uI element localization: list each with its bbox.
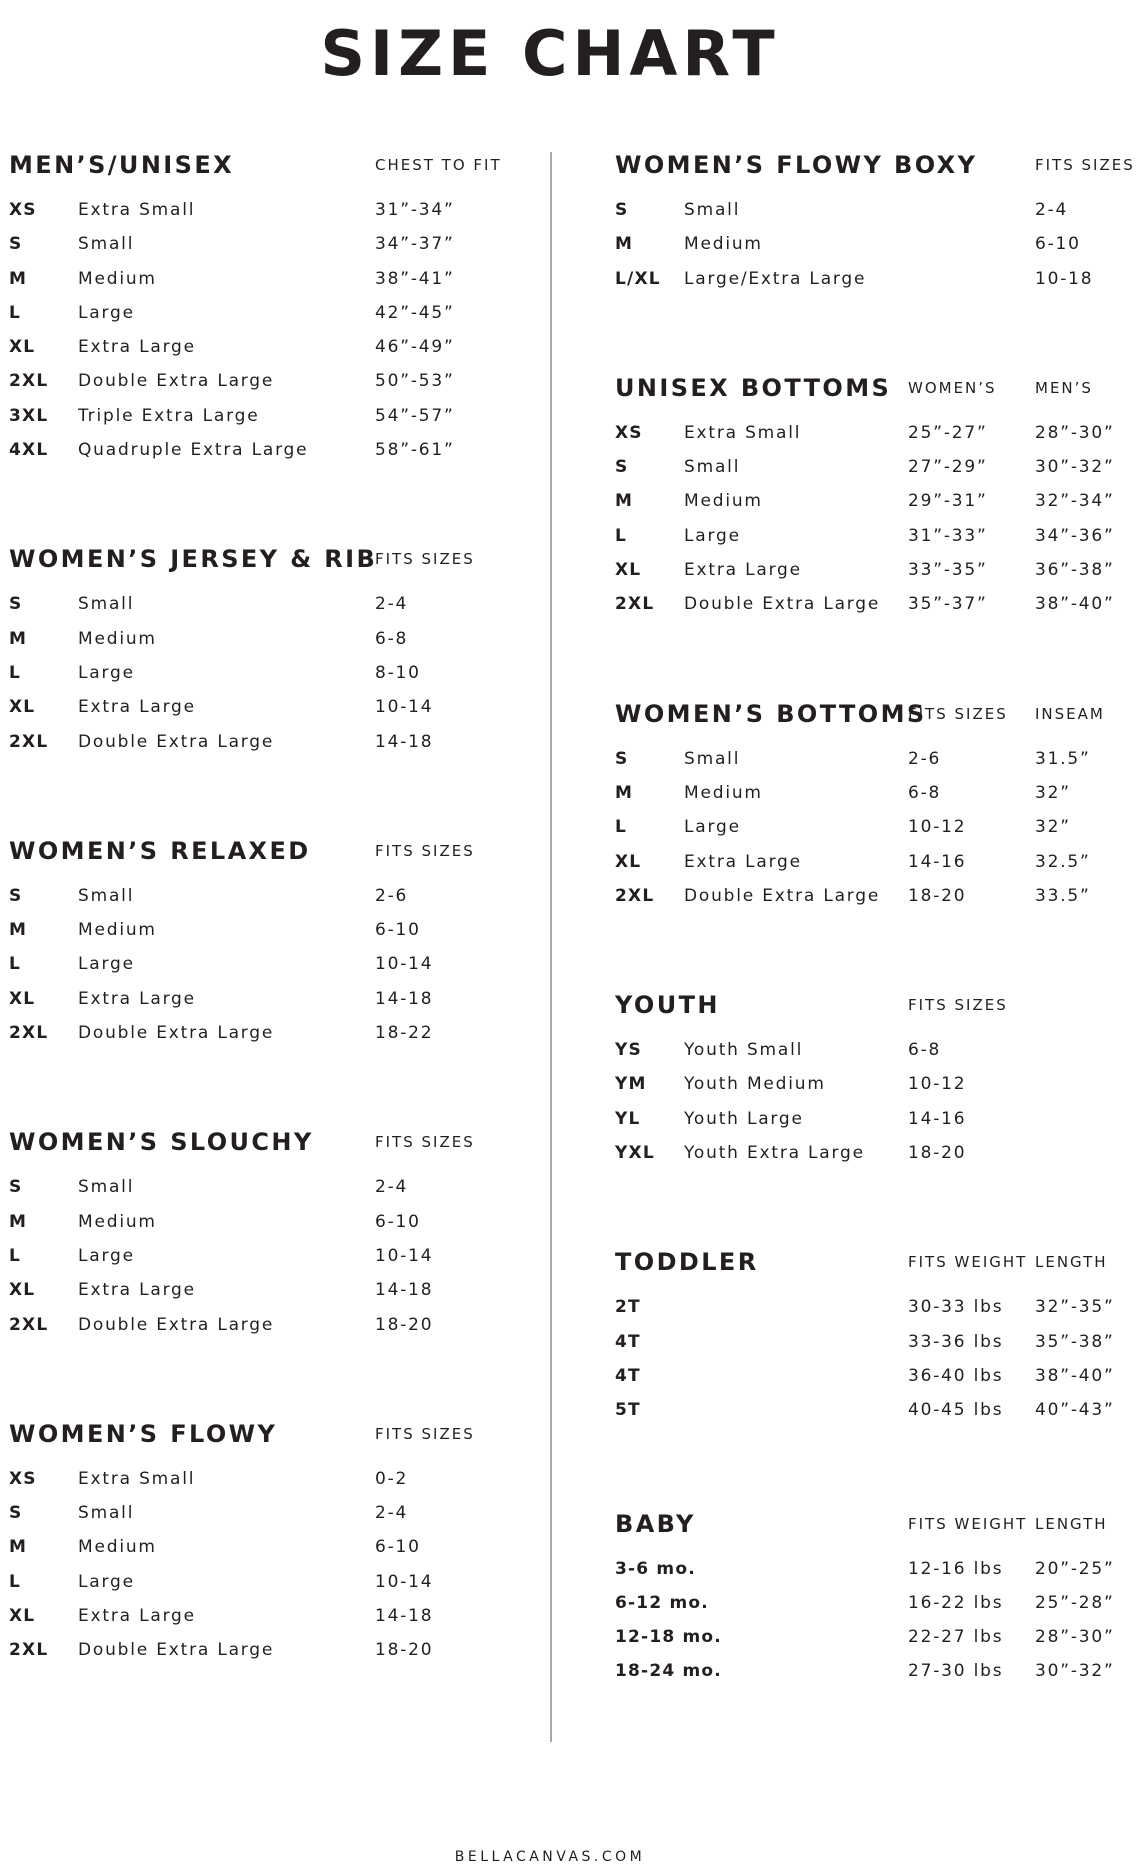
size-code: M — [615, 491, 634, 512]
size-name: Double Extra Large — [78, 1640, 275, 1661]
table-row — [615, 524, 1135, 558]
measurement-value: 27”-29” — [908, 457, 988, 478]
size-name: Youth Extra Large — [684, 1143, 865, 1164]
column-header: FITS SIZES — [375, 1424, 475, 1443]
size-rows — [615, 198, 1135, 301]
size-name: Small — [684, 457, 741, 478]
measurement-value: 10-14 — [375, 1245, 434, 1266]
size-name: Extra Small — [684, 422, 802, 443]
size-code: YM — [615, 1074, 647, 1095]
measurement-value: 10-14 — [375, 1571, 434, 1592]
table-row — [615, 267, 1135, 301]
table-row — [9, 1313, 509, 1347]
table-row — [615, 1398, 1135, 1432]
size-name: Large — [684, 817, 741, 838]
section-header — [9, 148, 509, 182]
measurement-value: 35”-37” — [908, 594, 988, 615]
table-row — [615, 1625, 1135, 1659]
table-row — [9, 592, 509, 626]
size-name: Extra Large — [78, 337, 196, 358]
measurement-value: 46”-49” — [375, 337, 455, 358]
measurement-value: 2-6 — [375, 885, 409, 906]
measurement-value: 31”-33” — [908, 525, 988, 546]
measurement-value: 34”-37” — [375, 234, 455, 255]
table-row — [9, 335, 509, 369]
size-name: Large/Extra Large — [684, 268, 867, 289]
section-womens-flowy — [9, 1417, 509, 1673]
measurement-value: 14-18 — [375, 1280, 434, 1301]
size-code: XL — [9, 1606, 36, 1627]
page-title: SIZE CHART — [320, 17, 780, 90]
table-row — [615, 489, 1135, 523]
measurement-value: 40-45 lbs — [908, 1400, 1004, 1421]
measurement-value: 54”-57” — [375, 405, 455, 426]
section-title: WOMEN’S FLOWY BOXY — [615, 151, 978, 179]
size-code: S — [9, 1177, 23, 1198]
size-name: Quadruple Extra Large — [78, 440, 309, 461]
section-title: WOMEN’S JERSEY & RIB — [9, 545, 378, 574]
column-header: FITS SIZES — [908, 704, 1008, 723]
size-code: L — [615, 525, 628, 546]
table-row — [615, 421, 1135, 455]
size-code: 4T — [615, 1365, 641, 1386]
size-code: M — [9, 1211, 28, 1232]
table-row — [9, 267, 509, 301]
measurement-value: 30”-32” — [1035, 457, 1115, 478]
size-code: 18-24 mo. — [615, 1661, 722, 1682]
size-code: XS — [9, 1468, 37, 1489]
size-code: 4T — [615, 1331, 641, 1352]
section-mens-unisex — [9, 148, 509, 472]
section-womens-slouchy — [9, 1125, 509, 1346]
column-header: LENGTH — [1035, 1253, 1108, 1272]
measurement-value: 6-8 — [908, 1040, 942, 1061]
measurement-value: 32.5” — [1035, 851, 1091, 872]
table-row — [9, 884, 509, 918]
table-row — [9, 918, 509, 952]
measurement-value: 2-4 — [375, 1177, 409, 1198]
measurement-value: 22-27 lbs — [908, 1627, 1004, 1648]
size-code: 2T — [615, 1297, 641, 1318]
measurement-value: 14-18 — [375, 731, 434, 752]
size-code: S — [9, 594, 23, 615]
size-rows — [9, 592, 509, 763]
measurement-value: 2-4 — [375, 594, 409, 615]
measurement-value: 14-18 — [375, 988, 434, 1009]
size-name: Medium — [684, 491, 763, 512]
size-name: Extra Small — [78, 1468, 196, 1489]
section-womens-bottoms — [615, 697, 1135, 918]
section-header — [615, 1245, 1135, 1279]
size-code: XL — [615, 851, 642, 872]
table-row — [615, 850, 1135, 884]
size-name: Medium — [78, 1537, 157, 1558]
table-row — [9, 1175, 509, 1209]
column-header: WOMEN’S — [908, 378, 997, 397]
measurement-value: 8-10 — [375, 662, 421, 683]
table-row — [9, 1021, 509, 1055]
table-row — [615, 198, 1135, 232]
table-row — [9, 661, 509, 695]
table-row — [615, 558, 1135, 592]
size-code: L — [9, 1245, 22, 1266]
measurement-value: 10-14 — [375, 954, 434, 975]
measurement-value: 2-6 — [908, 748, 942, 769]
size-code: XS — [9, 200, 37, 220]
table-row — [615, 1557, 1135, 1591]
measurement-value: 30-33 lbs — [908, 1297, 1004, 1318]
size-name: Extra Large — [78, 988, 196, 1009]
column-header: FITS SIZES — [908, 996, 1008, 1015]
measurement-value: 6-10 — [375, 920, 421, 941]
table-row — [9, 1244, 509, 1278]
size-code: M — [615, 234, 634, 255]
section-header — [9, 542, 509, 576]
size-code: YL — [615, 1108, 641, 1129]
measurement-value: 33-36 lbs — [908, 1331, 1004, 1352]
table-row — [615, 1141, 1135, 1175]
table-row — [615, 747, 1135, 781]
section-womens-flowy-boxy — [615, 148, 1135, 301]
size-name: Extra Large — [78, 697, 196, 718]
section-title: UNISEX BOTTOMS — [615, 373, 892, 402]
measurement-value: 18-20 — [375, 1640, 434, 1661]
size-code: S — [615, 200, 629, 220]
size-name: Medium — [78, 920, 157, 941]
table-row — [9, 404, 509, 438]
measurement-value: 34”-36” — [1035, 525, 1115, 546]
size-name: Large — [78, 1245, 135, 1266]
measurement-value: 6-10 — [375, 1211, 421, 1232]
size-name: Extra Large — [684, 560, 802, 581]
measurement-value: 10-14 — [375, 697, 434, 718]
measurement-value: 36-40 lbs — [908, 1365, 1004, 1386]
table-row — [9, 1501, 509, 1535]
size-code: M — [9, 1537, 28, 1558]
size-code: S — [615, 457, 629, 478]
footer-url: BELLACANVAS.COM — [454, 1849, 646, 1865]
table-row — [9, 1278, 509, 1312]
size-name: Small — [78, 1177, 135, 1198]
measurement-value: 6-10 — [1035, 234, 1081, 255]
size-rows — [615, 421, 1135, 627]
measurement-value: 35”-38” — [1035, 1331, 1115, 1352]
column-header: FITS WEIGHT — [908, 1253, 1028, 1272]
size-name: Double Extra Large — [78, 731, 275, 752]
size-code: L — [9, 1571, 22, 1592]
size-name: Double Extra Large — [78, 1023, 275, 1044]
section-header — [615, 1507, 1135, 1541]
section-unisex-bottoms — [615, 371, 1135, 627]
measurement-value: 14-18 — [375, 1606, 434, 1627]
measurement-value: 14-16 — [908, 1108, 967, 1129]
measurement-value: 2-4 — [375, 1503, 409, 1524]
size-name: Extra Large — [78, 1280, 196, 1301]
measurement-value: 32”-34” — [1035, 491, 1115, 512]
measurement-value: 12-16 lbs — [908, 1558, 1004, 1579]
size-code: 3XL — [9, 405, 49, 426]
column-header: LENGTH — [1035, 1514, 1108, 1533]
size-code: 4XL — [9, 440, 49, 461]
measurement-value: 30”-32” — [1035, 1661, 1115, 1682]
table-row — [9, 695, 509, 729]
size-code: S — [9, 234, 23, 255]
size-code: 2XL — [9, 731, 49, 752]
measurement-value: 10-18 — [1035, 268, 1094, 289]
section-title: WOMEN’S FLOWY — [9, 1419, 278, 1448]
size-code: YS — [615, 1040, 642, 1061]
size-code: S — [9, 1503, 23, 1524]
size-code: XL — [9, 988, 36, 1009]
size-name: Large — [78, 1571, 135, 1592]
size-name: Medium — [78, 1211, 157, 1232]
size-name: Small — [78, 234, 135, 255]
measurement-value: 10-12 — [908, 1074, 967, 1095]
section-title: MEN’S/UNISEX — [9, 151, 235, 179]
size-rows — [9, 1467, 509, 1673]
section-baby — [615, 1507, 1135, 1694]
table-row — [615, 1038, 1135, 1072]
table-row — [615, 1330, 1135, 1364]
table-row — [615, 232, 1135, 266]
column-header: INSEAM — [1035, 704, 1105, 723]
measurement-value: 33.5” — [1035, 885, 1091, 906]
size-code: M — [615, 782, 634, 803]
section-header — [9, 834, 509, 868]
size-code: XL — [615, 560, 642, 581]
size-code: 5T — [615, 1400, 641, 1421]
measurement-value: 31”-34” — [375, 200, 455, 220]
size-rows — [615, 1038, 1135, 1175]
section-header — [615, 697, 1135, 731]
table-row — [615, 592, 1135, 626]
measurement-value: 18-22 — [375, 1023, 434, 1044]
size-code: M — [9, 268, 28, 289]
size-name: Extra Large — [78, 1606, 196, 1627]
section-header — [9, 1125, 509, 1159]
size-name: Small — [78, 594, 135, 615]
section-youth — [615, 988, 1135, 1175]
size-code: 2XL — [615, 885, 655, 906]
measurement-value: 28”-30” — [1035, 1627, 1115, 1648]
size-code: 2XL — [615, 594, 655, 615]
column-header: CHEST TO FIT — [375, 156, 502, 174]
size-rows — [9, 1175, 509, 1346]
table-row — [615, 781, 1135, 815]
size-name: Large — [78, 302, 135, 323]
size-name: Triple Extra Large — [78, 405, 260, 426]
measurement-value: 18-20 — [908, 1143, 967, 1164]
size-name: Double Extra Large — [684, 885, 881, 906]
size-name: Small — [78, 885, 135, 906]
table-row — [9, 952, 509, 986]
measurement-value: 28”-30” — [1035, 422, 1115, 443]
size-rows — [615, 1557, 1135, 1694]
size-code: XL — [9, 1280, 36, 1301]
section-title: WOMEN’S BOTTOMS — [615, 699, 927, 728]
measurement-value: 0-2 — [375, 1468, 409, 1489]
table-row — [9, 438, 509, 472]
table-row — [615, 1591, 1135, 1625]
measurement-value: 32” — [1035, 817, 1071, 838]
size-name: Medium — [684, 234, 763, 255]
table-row — [615, 1072, 1135, 1106]
size-name: Medium — [684, 782, 763, 803]
section-toddler — [615, 1245, 1135, 1432]
size-code: L — [9, 302, 22, 323]
measurement-value: 6-8 — [908, 782, 942, 803]
measurement-value: 58”-61” — [375, 440, 455, 461]
table-row — [9, 1604, 509, 1638]
table-row — [9, 987, 509, 1021]
table-row — [9, 369, 509, 403]
table-row — [9, 730, 509, 764]
measurement-value: 50”-53” — [375, 371, 455, 392]
size-name: Medium — [78, 628, 157, 649]
column-header: FITS SIZES — [1035, 156, 1135, 174]
size-name: Small — [78, 1503, 135, 1524]
section-title: BABY — [615, 1509, 696, 1538]
section-header — [615, 371, 1135, 405]
size-name: Youth Small — [684, 1040, 804, 1061]
size-name: Double Extra Large — [78, 1314, 275, 1335]
section-title: TODDLER — [615, 1248, 759, 1277]
measurement-value: 29”-31” — [908, 491, 988, 512]
size-name: Large — [78, 662, 135, 683]
measurement-value: 6-8 — [375, 628, 409, 649]
column-header: FITS SIZES — [375, 841, 475, 860]
measurement-value: 32”-35” — [1035, 1297, 1115, 1318]
section-title: WOMEN’S SLOUCHY — [9, 1128, 314, 1157]
section-title: YOUTH — [615, 991, 720, 1020]
size-name: Youth Large — [684, 1108, 804, 1129]
measurement-value: 16-22 lbs — [908, 1592, 1004, 1613]
measurement-value: 25”-27” — [908, 422, 988, 443]
size-name: Large — [684, 525, 741, 546]
measurement-value: 18-20 — [375, 1314, 434, 1335]
measurement-value: 6-10 — [375, 1537, 421, 1558]
size-code: YXL — [615, 1143, 655, 1164]
measurement-value: 42”-45” — [375, 302, 455, 323]
measurement-value: 38”-40” — [1035, 594, 1115, 615]
table-row — [9, 1210, 509, 1244]
size-name: Double Extra Large — [78, 371, 275, 392]
section-title: WOMEN’S RELAXED — [9, 836, 311, 865]
measurement-value: 36”-38” — [1035, 560, 1115, 581]
measurement-value: 18-20 — [908, 885, 967, 906]
measurement-value: 38”-41” — [375, 268, 455, 289]
section-header — [9, 1417, 509, 1451]
table-row — [9, 1638, 509, 1672]
size-name: Youth Medium — [684, 1074, 826, 1095]
size-code: XS — [615, 422, 643, 443]
measurement-value: 32” — [1035, 782, 1071, 803]
size-rows — [615, 1295, 1135, 1432]
size-rows — [9, 884, 509, 1055]
size-name: Extra Large — [684, 851, 802, 872]
measurement-value: 33”-35” — [908, 560, 988, 581]
measurement-value: 40”-43” — [1035, 1400, 1115, 1421]
table-row — [615, 1107, 1135, 1141]
column-header: FITS SIZES — [375, 550, 475, 569]
size-code: L — [615, 817, 628, 838]
size-code: L/XL — [615, 268, 661, 289]
size-name: Extra Small — [78, 200, 196, 220]
size-name: Small — [684, 748, 741, 769]
size-name: Large — [78, 954, 135, 975]
table-row — [615, 1364, 1135, 1398]
section-header — [615, 148, 1135, 182]
table-row — [9, 1467, 509, 1501]
column-header: FITS SIZES — [375, 1133, 475, 1152]
table-row — [615, 884, 1135, 918]
size-code: L — [9, 662, 22, 683]
size-code: L — [9, 954, 22, 975]
section-header — [615, 988, 1135, 1022]
measurement-value: 14-16 — [908, 851, 967, 872]
size-code: M — [9, 628, 28, 649]
size-code: 3-6 mo. — [615, 1558, 696, 1579]
table-row — [9, 627, 509, 661]
section-womens-jersey-rib — [9, 542, 509, 763]
size-code: 6-12 mo. — [615, 1592, 709, 1613]
measurement-value: 25”-28” — [1035, 1592, 1115, 1613]
measurement-value: 10-12 — [908, 817, 967, 838]
section-womens-relaxed — [9, 834, 509, 1055]
table-row — [9, 232, 509, 266]
size-code: 2XL — [9, 371, 49, 392]
size-rows — [615, 747, 1135, 918]
size-name: Small — [684, 200, 741, 220]
size-code: 2XL — [9, 1023, 49, 1044]
column-header: MEN’S — [1035, 378, 1093, 397]
column-header: FITS WEIGHT — [908, 1514, 1028, 1533]
table-row — [9, 1570, 509, 1604]
table-row — [615, 455, 1135, 489]
measurement-value: 31.5” — [1035, 748, 1091, 769]
measurement-value: 2-4 — [1035, 200, 1069, 220]
size-code: 2XL — [9, 1640, 49, 1661]
measurement-value: 38”-40” — [1035, 1365, 1115, 1386]
size-code: 12-18 mo. — [615, 1627, 722, 1648]
table-row — [615, 1659, 1135, 1693]
table-row — [615, 815, 1135, 849]
size-code: S — [9, 885, 23, 906]
size-name: Medium — [78, 268, 157, 289]
table-row — [9, 1535, 509, 1569]
measurement-value: 20”-25” — [1035, 1558, 1115, 1579]
table-row — [9, 301, 509, 335]
column-divider — [550, 152, 552, 1742]
size-code: S — [615, 748, 629, 769]
size-rows — [9, 198, 509, 472]
size-code: XL — [9, 337, 36, 358]
size-name: Double Extra Large — [684, 594, 881, 615]
size-code: XL — [9, 697, 36, 718]
size-code: 2XL — [9, 1314, 49, 1335]
measurement-value: 27-30 lbs — [908, 1661, 1004, 1682]
table-row — [615, 1295, 1135, 1329]
size-code: M — [9, 920, 28, 941]
table-row — [9, 198, 509, 232]
